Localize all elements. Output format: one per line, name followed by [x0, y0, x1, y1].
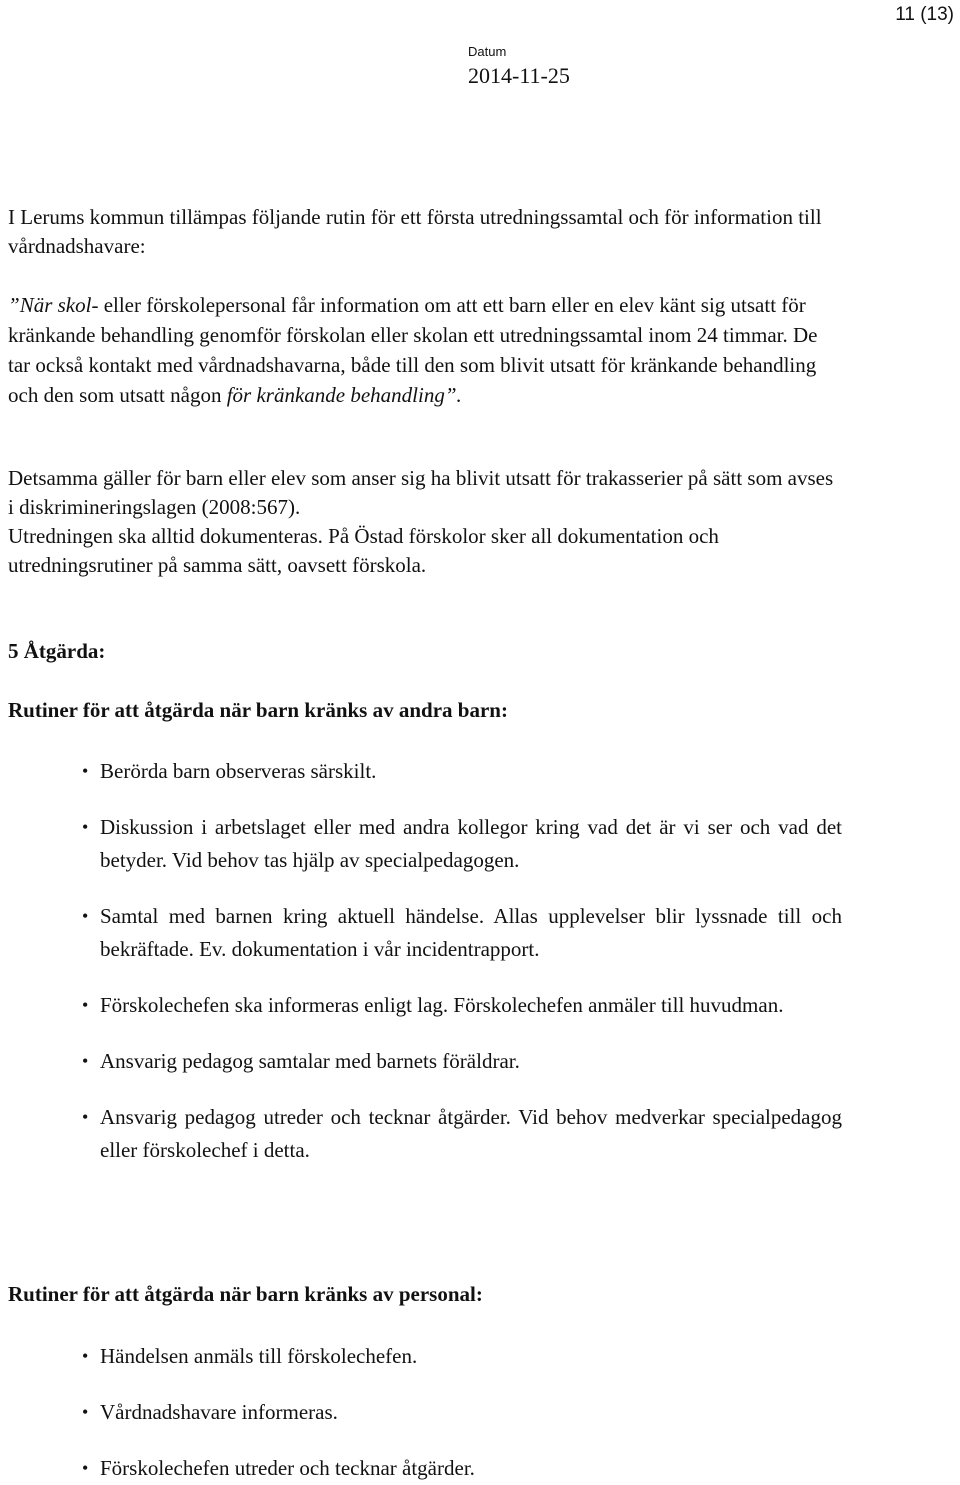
date-label: Datum: [468, 44, 507, 59]
bullet-icon: •: [82, 1107, 89, 1127]
bullet-icon: •: [82, 1346, 89, 1366]
list-item: • Vårdnadshavare informeras.: [82, 1396, 842, 1429]
bullet-icon: •: [82, 1051, 89, 1071]
list-item: • Förskolechefen utreder och tecknar åtgärder.: [82, 1452, 842, 1485]
quote-body: eller förskolepersonal får information om att ett barn eller en elev känt sig utsatt för kränkande behandling genomför förskolan eller skolan ett utredningssamtal inom 24 timmar. De tar också kontakt med vårdnadshavarna, både till den som blivit utsatt för kränkande behandling och den som utsatt någon: [8, 293, 818, 407]
quote-italic-end: för kränkande behandling”.: [226, 383, 462, 407]
para-documentation: Utredningen ska alltid dokumenteras. På Östad förskolor sker all dokumentation och utredningsrutiner på samma sätt, oavsett förskola.: [8, 524, 719, 577]
list-item: • Förskolechefen ska informeras enligt lag. Förskolechefen anmäler till huvudman.: [82, 989, 842, 1022]
quote-paragraph: [8, 290, 843, 410]
routine-children-heading: Rutiner för att åtgärda när barn kränks av andra barn:: [8, 698, 508, 722]
list-item: • Ansvarig pedagog samtalar med barnets föräldrar.: [82, 1045, 842, 1078]
list-item: • Ansvarig pedagog utreder och tecknar åtgärder. Vid behov medverkar specialpedagog eller förskolechef i detta.: [82, 1101, 842, 1167]
section-heading: 5 Åtgärda:: [8, 639, 106, 663]
bullet-icon: •: [82, 1402, 89, 1422]
bullet-icon: •: [82, 817, 89, 837]
quote-italic-start: När skol-: [19, 293, 99, 317]
bullet-icon: •: [82, 995, 89, 1015]
routine-staff-list: [82, 1340, 842, 1485]
page-number: 11 (13): [895, 4, 954, 25]
list-item: • Samtal med barnen kring aktuell händelse. Allas upplevelser blir lyssnade till och bekräftade. Ev. dokumentation i vår incidentrapport.: [82, 900, 842, 966]
para-harassment: Detsamma gäller för barn eller elev som anser sig ha blivit utsatt för trakasserier på sätt som avses i diskrimineringslagen (2008:567).: [8, 466, 834, 519]
bullet-icon: •: [82, 1458, 89, 1478]
list-item: • Händelsen anmäls till förskolechefen.: [82, 1340, 842, 1373]
date-value: 2014-11-25: [468, 63, 570, 88]
bullet-icon: •: [82, 761, 89, 781]
list-item: • Berörda barn observeras särskilt.: [82, 755, 842, 788]
intro-paragraph: I Lerums kommun tillämpas följande rutin för ett första utredningssamtal och för information till vårdnadshavare:: [8, 205, 822, 258]
routine-children-list: [82, 755, 842, 1167]
list-item: • Diskussion i arbetslaget eller med andra kollegor kring vad det är vi ser och vad det betyder. Vid behov tas hjälp av specialpedagogen.: [82, 811, 842, 877]
routine-staff-heading: Rutiner för att åtgärda när barn kränks av personal:: [8, 1282, 483, 1306]
quote-open-mark: ”: [8, 293, 20, 317]
bullet-icon: •: [82, 906, 89, 926]
